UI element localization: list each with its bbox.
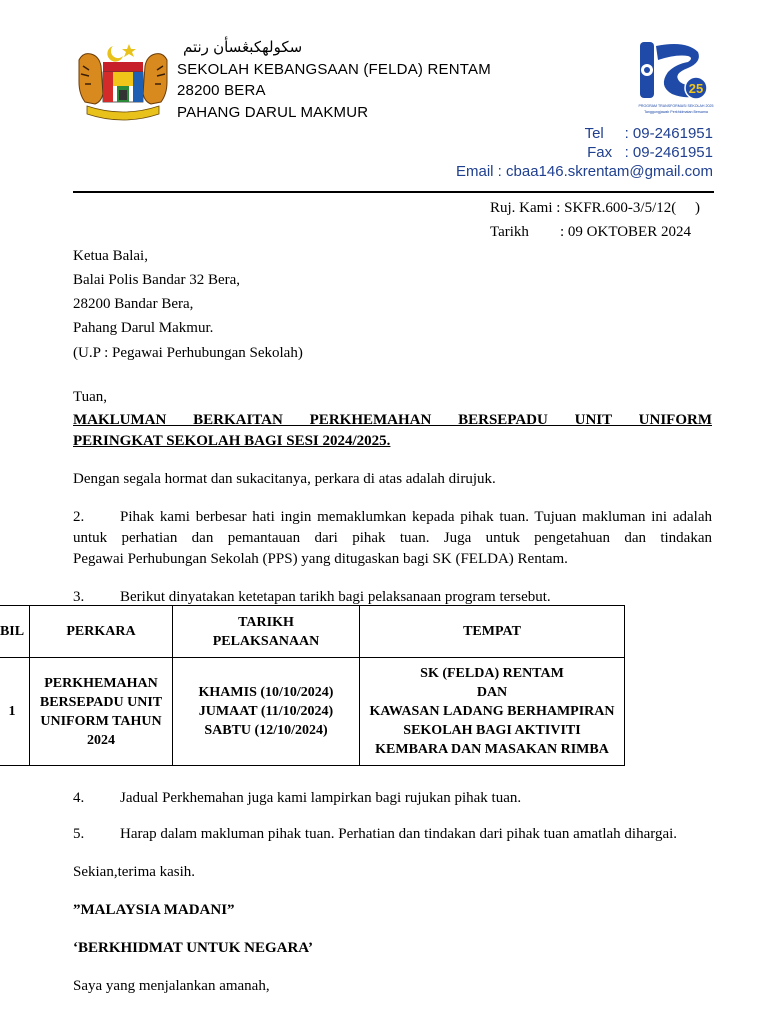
closing-text: Sekian,terima kasih. <box>73 864 196 880</box>
header-divider <box>73 191 714 193</box>
cell-tempat <box>360 658 625 766</box>
recipient-line: Pahang Darul Makmur. <box>73 320 214 336</box>
cell-line: SABTU (12/10/2024) <box>204 723 328 738</box>
slogan-berkhidmat: ‘BERKHIDMAT UNTUK NEGARA’ <box>73 940 314 956</box>
logo-caption-1: PROGRAM TRANSFORMASI SEKOLAH 2025 <box>638 104 714 108</box>
paragraph-2-line: untuk perhatian dan pemantauan dari pihak tuan. Juga untuk pengetahuan dan tindakan <box>73 530 712 546</box>
cell-line: SEKOLAH BAGI AKTIVITI <box>403 723 581 738</box>
subject-line: MAKLUMAN BERKAITAN PERKHEMAHAN BERSEPADU UNIT UNIFORM <box>73 412 712 428</box>
logo-number: 25 <box>688 81 704 96</box>
cell-line: 2024 <box>87 732 115 748</box>
transformation-25-logo <box>636 38 716 118</box>
paragraph-2-line: Pihak kami berbesar hati ingin memaklumkan kepada pihak tuan. Tujuan makluman ini adalah <box>120 509 712 525</box>
cell-line: BERSEPADU UNIT <box>39 694 163 710</box>
schedule-table <box>0 605 625 766</box>
recipient-line: Balai Polis Bandar 32 Bera, <box>73 272 241 288</box>
paragraph-number: 2. <box>73 509 85 525</box>
sign-off: Saya yang menjalankan amanah, <box>73 978 270 994</box>
col-header-perkara: PERKARA <box>30 606 173 658</box>
date-value: : 09 OKTOBER 2024 <box>560 224 691 240</box>
header-text: TARIKH <box>238 614 294 630</box>
school-postcode: 28200 BERA <box>177 82 266 99</box>
cell-line: UNIFORM TAHUN <box>40 713 162 729</box>
cell-perkara <box>30 658 173 766</box>
slogan-malaysia-madani: ”MALAYSIA MADANI” <box>73 902 235 918</box>
header-text: PELAKSANAAN <box>212 633 320 649</box>
col-header-bil: BIL <box>0 606 30 658</box>
cell-bil: 1 <box>0 658 30 766</box>
logo-caption-2: Tanggungjawab Perkhidmatan Bersama <box>644 110 708 114</box>
school-state: PAHANG DARUL MAKMUR <box>177 104 369 121</box>
paragraph-1: Dengan segala hormat dan sukacitanya, perkara di atas adalah dirujuk. <box>73 471 496 487</box>
jawi-school-name: سکولهکبڠسأن رنتم <box>183 39 303 56</box>
paragraph-number: 5. <box>73 826 85 842</box>
paragraph-4: Jadual Perkhemahan juga kami lampirkan bagi rujukan pihak tuan. <box>120 790 522 806</box>
contact-tel: Tel : 09-2461951 <box>584 125 713 142</box>
table-header-row <box>0 606 625 658</box>
cell-line: KHAMIS (10/10/2024) <box>198 685 334 700</box>
table-row <box>0 658 625 766</box>
cell-line: DAN <box>476 685 508 700</box>
contact-fax: Fax : 09-2461951 <box>587 144 713 161</box>
coat-of-arms-logo <box>73 40 173 124</box>
paragraph-5: Harap dalam makluman pihak tuan. Perhatian dan tindakan dari pihak tuan amatlah dihargai. <box>120 826 678 842</box>
recipient-line: Ketua Balai, <box>73 248 148 264</box>
subject-line: PERINGKAT SEKOLAH BAGI SESI 2024/2025. <box>73 433 391 449</box>
cell-line: JUMAAT (11/10/2024) <box>198 704 334 719</box>
recipient-line: 28200 Bandar Bera, <box>73 296 194 312</box>
date-label: Tarikh <box>490 224 529 240</box>
paragraph-number: 4. <box>73 790 85 806</box>
cell-line: PERKHEMAHAN <box>44 675 158 691</box>
col-header-tempat: TEMPAT <box>360 606 625 658</box>
paragraph-2-line: Pegawai Perhubungan Sekolah (PPS) yang ditugaskan bagi SK (FELDA) Rentam. <box>73 551 568 567</box>
cell-line: KEMBARA DAN MASAKAN RIMBA <box>375 742 609 757</box>
paragraph-number: 3. <box>73 589 85 605</box>
contact-email[interactable]: Email : cbaa146.skrentam@gmail.com <box>456 163 713 180</box>
salutation: Tuan, <box>73 389 108 405</box>
cell-tarikh <box>173 658 360 766</box>
school-name: SEKOLAH KEBANGSAAN (FELDA) RENTAM <box>177 61 491 78</box>
col-header-tarikh <box>173 606 360 658</box>
paragraph-3: Berikut dinyatakan ketetapan tarikh bagi pelaksanaan program tersebut. <box>120 589 551 605</box>
recipient-line: (U.P : Pegawai Perhubungan Sekolah) <box>73 345 303 361</box>
reference-number: Ruj. Kami : SKFR.600-3/5/12( ) <box>490 200 701 216</box>
cell-line: SK (FELDA) RENTAM <box>420 666 564 681</box>
cell-line: KAWASAN LADANG BERHAMPIRAN <box>369 704 615 719</box>
